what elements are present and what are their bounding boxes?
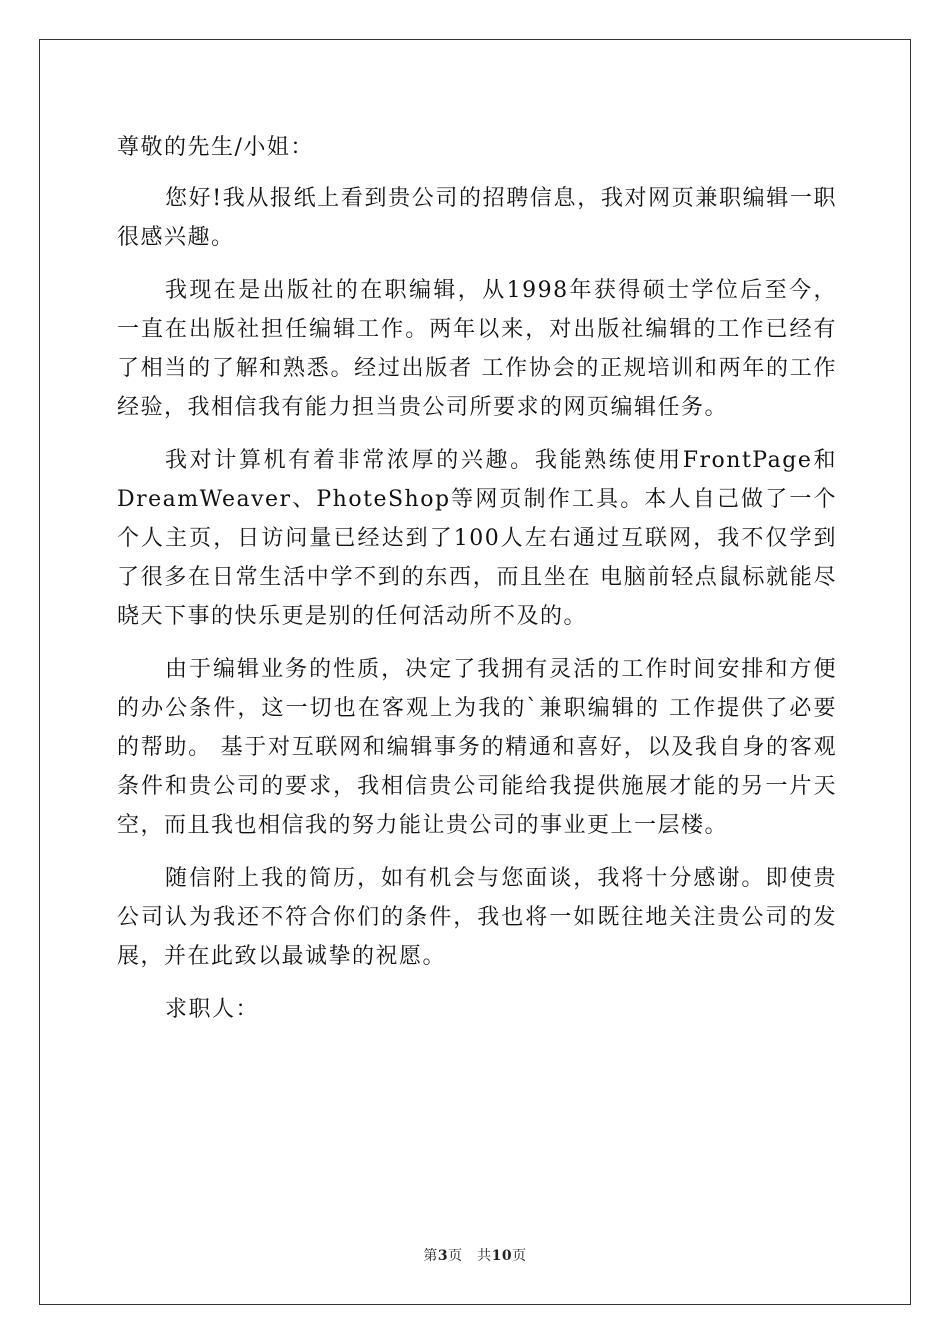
letter-paragraph-1: 您好!我从报纸上看到贵公司的招聘信息，我对网页兼职编辑一职很感兴趣。 [117,186,837,250]
page-footer [0,1245,950,1265]
letter-paragraph-3: 我对计算机有着非常浓厚的兴趣。我能熟练使用FrontPage和DreamWeaver、PhoteShop等网页制作工具。本人自己做了一个个人主页，日访问量已经达到了100人左右通过互联网，我不仅学到了很多在日常生活中学不到的东西，而且坐在 电脑前轻点鼠标就能尽晓天下事的快乐更是别的任何活动所不及的。 [117,448,837,629]
letter-paragraph-4: 由于编辑业务的性质，决定了我拥有灵活的工作时间安排和方便的办公条件，这一切也在客观上为我的`兼职编辑的 工作提供了必要的帮助。 基于对互联网和编辑事务的精通和喜好，以及我自身的客观条件和贵公司的要求，我相信贵公司能给我提供施展才能的另一片天空，而且我也相信我的努力能让贵公司的事业更上一层楼。 [117,657,837,838]
footer-page-current: 3 [437,1248,449,1264]
footer-page-total: 10 [491,1248,513,1264]
footer-page-suffix: 页 [512,1248,527,1264]
footer-page-mid: 页 共 [448,1248,492,1264]
letter-greeting: 尊敬的先生/小姐： [117,135,314,160]
letter-signature: 求职人： [165,997,260,1022]
letter-paragraph-2: 我现在是出版社的在职编辑，从1998年获得硕士学位后至今，一直在出版社担任编辑工作。两年以来，对出版社编辑的工作已经有了相当的了解和熟悉。经过出版者 工作协会的正规培训和两年的工作经验，我相信我有能力担当贵公司所要求的网页编辑任务。 [117,278,837,420]
footer-page-prefix: 第 [423,1248,438,1264]
letter-paragraph-5: 随信附上我的简历，如有机会与您面谈，我将十分感谢。即使贵公司认为我还不符合你们的条件，我也将一如既往地关注贵公司的发展，并在此致以最诚挚的祝愿。 [117,866,837,969]
letter-body [117,128,837,1029]
